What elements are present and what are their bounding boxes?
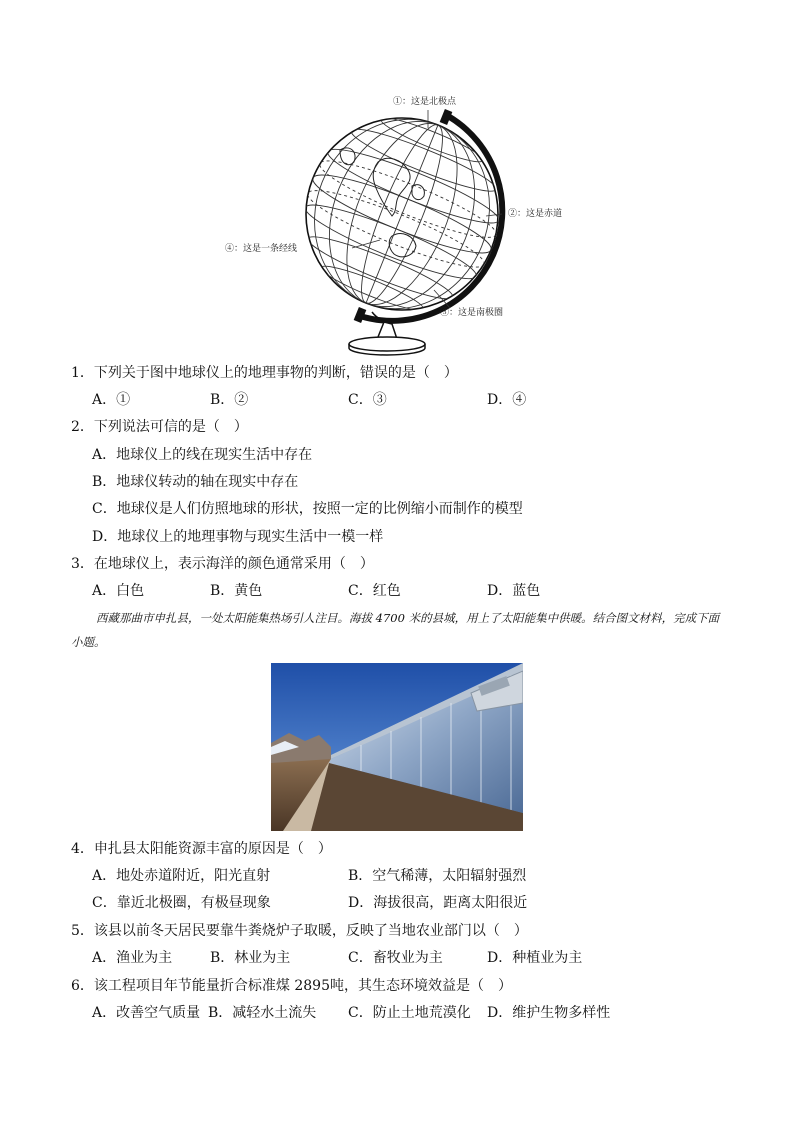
question-stem: 该县以前冬天居民要靠牛粪烧炉子取暖，反映了当地农业部门以（ ）: [93, 923, 528, 939]
q3-option-c[interactable]: C．红色: [348, 583, 401, 599]
q2-option-a[interactable]: A．地球仪上的线在现实生活中存在: [92, 447, 313, 463]
q1-option-c[interactable]: C．③: [348, 392, 387, 408]
q4-option-b[interactable]: B．空气稀薄，太阳辐射强烈: [348, 868, 527, 884]
question-number: 5．: [71, 923, 94, 939]
solar-collector-photo: [271, 663, 523, 831]
q3-option-a[interactable]: A．白色: [92, 583, 145, 599]
question-number: 1．: [71, 365, 94, 381]
q1-option-b[interactable]: B．②: [210, 392, 249, 408]
q2-option-d[interactable]: D．地球仪上的地理事物与现实生活中一模一样: [92, 529, 384, 545]
question-1: [71, 364, 458, 382]
globe-figure: [225, 90, 600, 360]
q6-option-a[interactable]: A．改善空气质量: [92, 1005, 201, 1021]
q2-option-c[interactable]: C．地球仪是人们仿照地球的形状，按照一定的比例缩小而制作的模型: [92, 501, 523, 517]
question-5: [71, 922, 528, 940]
question-6: [71, 977, 512, 995]
question-3: [71, 555, 374, 573]
q2-option-b[interactable]: B．地球仪转动的轴在现实中存在: [92, 474, 299, 490]
solar-field-image: [271, 663, 523, 831]
q4-option-a[interactable]: A．地处赤道附近，阳光直射: [92, 868, 271, 884]
question-stem: 该工程项目年节能量折合标准煤 2895吨，其生态环境效益是（ ）: [93, 978, 512, 994]
q5-option-b[interactable]: B．林业为主: [210, 950, 291, 966]
q5-option-a[interactable]: A．渔业为主: [92, 950, 173, 966]
question-4: [71, 840, 332, 858]
question-number: 4．: [71, 841, 94, 857]
q3-option-d[interactable]: D．蓝色: [487, 583, 541, 599]
globe-illustration: [280, 90, 600, 360]
q1-option-d[interactable]: D．④: [487, 392, 527, 408]
question-number: 3．: [71, 556, 94, 572]
question-2: [71, 418, 248, 436]
q5-option-c[interactable]: C．畜牧业为主: [348, 950, 443, 966]
question-stem: 下列说法可信的是（ ）: [93, 419, 248, 435]
question-stem: 在地球仪上，表示海洋的颜色通常采用（ ）: [93, 556, 374, 572]
q6-option-b[interactable]: B．减轻水土流失: [208, 1005, 317, 1021]
reading-passage: 西藏那曲市申扎县，一处太阳能集热场引人注目。海拔 4700 米的县城，用上了太阳能集中供暖。结合图文材料，完成下面小题。: [71, 611, 720, 649]
q3-option-b[interactable]: B．黄色: [210, 583, 263, 599]
label-meridian: ④：这是一条经线: [225, 244, 298, 254]
q4-option-c[interactable]: C．靠近北极圈，有极昼现象: [92, 895, 271, 911]
question-number: 2．: [71, 419, 94, 435]
q6-option-d[interactable]: D．维护生物多样性: [487, 1005, 611, 1021]
q6-option-c[interactable]: C．防止土地荒漠化: [348, 1005, 471, 1021]
q4-option-d[interactable]: D．海拔很高，距离太阳很近: [348, 895, 528, 911]
q5-option-d[interactable]: D．种植业为主: [487, 950, 583, 966]
label-antarctic-circle: ③：这是南极圈: [440, 308, 504, 318]
label-north-pole: ①：这是北极点: [393, 97, 457, 107]
question-number: 6．: [71, 978, 94, 994]
question-stem: 下列关于图中地球仪上的地理事物的判断，错误的是（ ）: [93, 365, 458, 381]
q1-option-a[interactable]: A．①: [92, 392, 131, 408]
question-stem: 申扎县太阳能资源丰富的原因是（ ）: [93, 841, 332, 857]
label-equator: ②：这是赤道: [508, 209, 563, 219]
